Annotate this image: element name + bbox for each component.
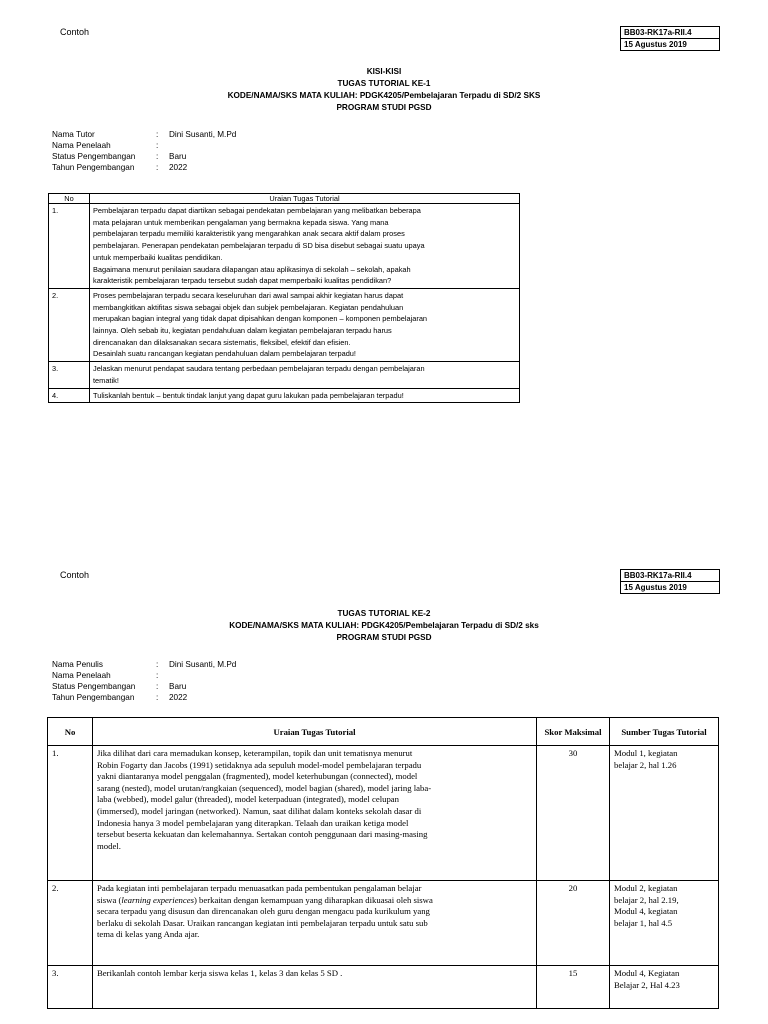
text-line: Pembelajaran terpadu dapat diartikan sebagai pendekatan pembelajaran yang melibatkan beberapa [93, 206, 421, 215]
identity-value: Baru [169, 682, 187, 691]
identity-label: Tahun Pengembangan [52, 693, 135, 702]
task-description [90, 288, 520, 361]
heading-line: TUGAS TUTORIAL KE-1 [337, 79, 431, 88]
text-fragment: ) berkaitan dengan kemampuan yang diharapkan dikuasai oleh siswa [193, 894, 433, 905]
text-line: sarang (nested), model urutan/rangkaian (sequenced), model bagian (shared), model jaring laba- [97, 782, 432, 793]
identity-row: Tahun Pengembangan : 2022 [52, 163, 188, 172]
text-line: laba (webbed), model galur (threaded), model keterpaduan (integrated), model celupan [97, 794, 400, 805]
text-line: lainnya. Oleh sebab itu, kegiatan pendahuluan dalam kegiatan pembelajaran terpadu harus [93, 326, 392, 336]
document-code-box [620, 26, 720, 51]
row-number: 1. [48, 746, 93, 881]
table-row [48, 966, 719, 1009]
text-line: pembelajaran. Penerapan pendekatan pembelajaran terpadu di SD bisa disebut sebagai suatu upaya [93, 241, 425, 251]
task-source [610, 966, 719, 1009]
task-description [90, 362, 520, 388]
text-line: direncanakan dan dilaksanakan secara sistematis, fleksibel, efektif dan efisien. [93, 337, 351, 347]
heading-line: TUGAS TUTORIAL KE-2 [337, 609, 431, 618]
document-date: 15 Agustus 2019 [621, 581, 719, 593]
text-line: Berikanlah contoh lembar kerja siswa kelas 1, kelas 3 dan kelas 5 SD . [97, 968, 343, 978]
document-code-box [620, 569, 720, 594]
text-line: yakni diantaranya model penggalan (fragmented), model keterhubungan (connected), model [97, 771, 418, 782]
text-line [97, 895, 532, 907]
identity-label: Status Pengembangan [52, 152, 136, 161]
identity-value: 2022 [169, 163, 188, 172]
heading-line: KODE/NAMA/SKS MATA KULIAH: PDGK4205/Pembelajaran Terpadu di SD/2 sks [229, 621, 539, 630]
table-row [48, 881, 719, 966]
identity-row: Tahun Pengembangan : 2022 [52, 693, 188, 702]
table-header-row [49, 194, 520, 204]
row-number: 3. [49, 362, 90, 388]
contoh-label: Contoh [60, 27, 90, 37]
text-line: Robin Fogarty dan Jacobs (1991) setidaknya ada sepuluh model-model pembelajaran terpadu [97, 759, 422, 770]
identity-value: Dini Susanti, M.Pd [169, 130, 237, 139]
text-line: secara terpadu yang disusun dan direncanakan oleh guru dengan mengacu pada kurikulum yang [97, 906, 430, 917]
text-line: Tuliskanlah bentuk – bentuk tindak lanjut yang dapat guru lakukan pada pembelajaran terpadu! [93, 390, 404, 400]
header-description: Uraian Tugas Tutorial [90, 194, 520, 204]
identity-label: Nama Penulis [52, 660, 103, 669]
sheet-heading [0, 608, 768, 644]
text-line: tersebut beserta kekuatan dan kelemahannya. Sertakan contoh penggunaan dari masing-masing [97, 829, 428, 840]
contoh-label: Contoh [60, 570, 90, 580]
text-line: Belajar 2, Hal 4.23 [614, 979, 680, 990]
document-code: BB03-RK17a-RII.4 [624, 571, 692, 580]
task-description [90, 204, 520, 289]
text-line: (immersed), model jaringan (networked). Namun, saat dilihat dalam konteks sekolah dasar di [97, 805, 422, 816]
row-number: 3. [48, 966, 93, 1009]
row-number: 2. [49, 288, 90, 361]
task-description [93, 881, 537, 966]
text-line: Modul 4, Kegiatan [614, 968, 680, 978]
identity-label: Tahun Pengembangan [52, 163, 135, 172]
italic-term: learning experiences [121, 894, 194, 905]
row-number: 2. [48, 881, 93, 966]
identity-row: Status Pengembangan : Baru [52, 682, 187, 691]
task-table-2 [47, 717, 719, 1009]
identity-label: Nama Penelaah [52, 671, 111, 680]
identity-row: Nama Tutor : Dini Susanti, M.Pd [52, 130, 237, 139]
task-source [610, 746, 719, 881]
task-table-1 [48, 193, 520, 403]
text-line: mata pelajaran untuk memberikan pengalaman yang bermakna kepada siswa. Yang mana [93, 217, 389, 227]
text-line: tema di kelas yang Anda ajar. [97, 929, 200, 940]
tutorial-sheet-2 [0, 505, 768, 1024]
table-row [49, 362, 520, 388]
header-source: Sumber Tugas Tutorial [610, 718, 719, 746]
sheet-heading [0, 66, 768, 114]
text-line: berlaku di sekolah Dasar. Uraikan rancangan kegiatan inti pembelajaran terpadu untuk satu sub [97, 917, 428, 928]
max-score: 15 [537, 966, 610, 1009]
identity-block [52, 129, 236, 173]
text-line: belajar 2, hal 2.19, [614, 894, 679, 905]
row-number: 1. [49, 204, 90, 289]
identity-row: Nama Penelaah : [52, 671, 159, 680]
identity-value: Dini Susanti, M.Pd [169, 660, 237, 669]
identity-value: Baru [169, 152, 187, 161]
text-line: Pada kegiatan inti pembelajaran terpadu menuasatkan pada pembentukan pengalaman belajar [97, 883, 422, 893]
text-line: Bagaimana menurut penilaian saudara dilapangan atau aplikasinya di sekolah – sekolah, apakah [93, 264, 411, 274]
max-score: 30 [537, 746, 610, 881]
text-line: pembelajaran terpadu memiliki karakteristik yang mengarahkan anak secara aktif dalam proses [93, 229, 405, 239]
identity-label: Nama Penelaah [52, 141, 111, 150]
text-line: Indonesia hanya 3 model pembelajaran yang diterapkan. Telaah dan uraikan ketiga model [97, 817, 409, 828]
header-no: No [49, 194, 90, 204]
text-line: Modul 4, kegiatan [614, 906, 678, 917]
text-line: Modul 2, kegiatan [614, 883, 678, 893]
text-line: karakteristik pembelajaran terpadu tersebut sudah dapat memperbaiki kualitas pendidikan? [93, 276, 392, 286]
document-code: BB03-RK17a-RII.4 [624, 28, 692, 37]
header-max-score: Skor Maksimal [537, 718, 610, 746]
text-fragment: siswa ( [97, 894, 122, 905]
task-description [90, 388, 520, 403]
task-description [93, 746, 537, 881]
tutorial-sheet-1 [0, 0, 768, 500]
identity-row: Nama Penelaah : [52, 141, 159, 150]
task-description [93, 966, 537, 1009]
text-line: model. [97, 840, 121, 851]
heading-line: KODE/NAMA/SKS MATA KULIAH: PDGK4205/Pembelajaran Terpadu di SD/2 SKS [227, 91, 541, 100]
text-line: merupakan bagian integral yang tidak dapat dipisahkan dengan komponen – komponen pembelajaran [93, 314, 428, 324]
text-line: Proses pembelajaran terpadu secara keseluruhan dari awal sampai akhir kegiatan harus dapat [93, 290, 404, 300]
heading-line: PROGRAM STUDI PGSD [336, 103, 432, 112]
heading-line: KISI-KISI [366, 67, 402, 76]
task-source [610, 881, 719, 966]
heading-line: PROGRAM STUDI PGSD [336, 633, 432, 642]
identity-block [52, 659, 236, 703]
text-line: Jika dilihat dari cara memadukan konsep, keterampilan, topik dan unit tematisnya menurut [97, 748, 413, 758]
table-header-row [48, 718, 719, 746]
table-row [48, 746, 719, 881]
max-score: 20 [537, 881, 610, 966]
identity-value: 2022 [169, 693, 188, 702]
table-row [49, 388, 520, 403]
table-row [49, 288, 520, 361]
text-line: Desainlah suatu rancangan kegiatan pendahuluan dalam pembelajaran terpadu! [93, 349, 356, 359]
header-description: Uraian Tugas Tutorial [93, 718, 537, 746]
table-row [49, 204, 520, 289]
header-no: No [48, 718, 93, 746]
row-number: 4. [49, 388, 90, 403]
identity-row: Status Pengembangan : Baru [52, 152, 187, 161]
text-line: belajar 2, hal 1.26 [614, 759, 677, 770]
identity-label: Nama Tutor [52, 130, 95, 139]
identity-label: Status Pengembangan [52, 682, 136, 691]
text-line: untuk memperbaiki kualitas pendidikan. [93, 252, 223, 262]
identity-row: Nama Penulis : Dini Susanti, M.Pd [52, 660, 237, 669]
text-line: tematik! [93, 375, 119, 385]
text-line: membangkitkan aktifitas siswa sebagai objek dan subjek pembelajaran. Kegiatan pendahuluan [93, 302, 404, 312]
text-line: Modul 1, kegiatan [614, 748, 678, 758]
text-line: belajar 1, hal 4.5 [614, 917, 673, 928]
text-line: Jelaskan menurut pendapat saudara tentang perbedaan pembelajaran terpadu dengan pembelajaran [93, 364, 425, 374]
document-date: 15 Agustus 2019 [621, 38, 719, 50]
